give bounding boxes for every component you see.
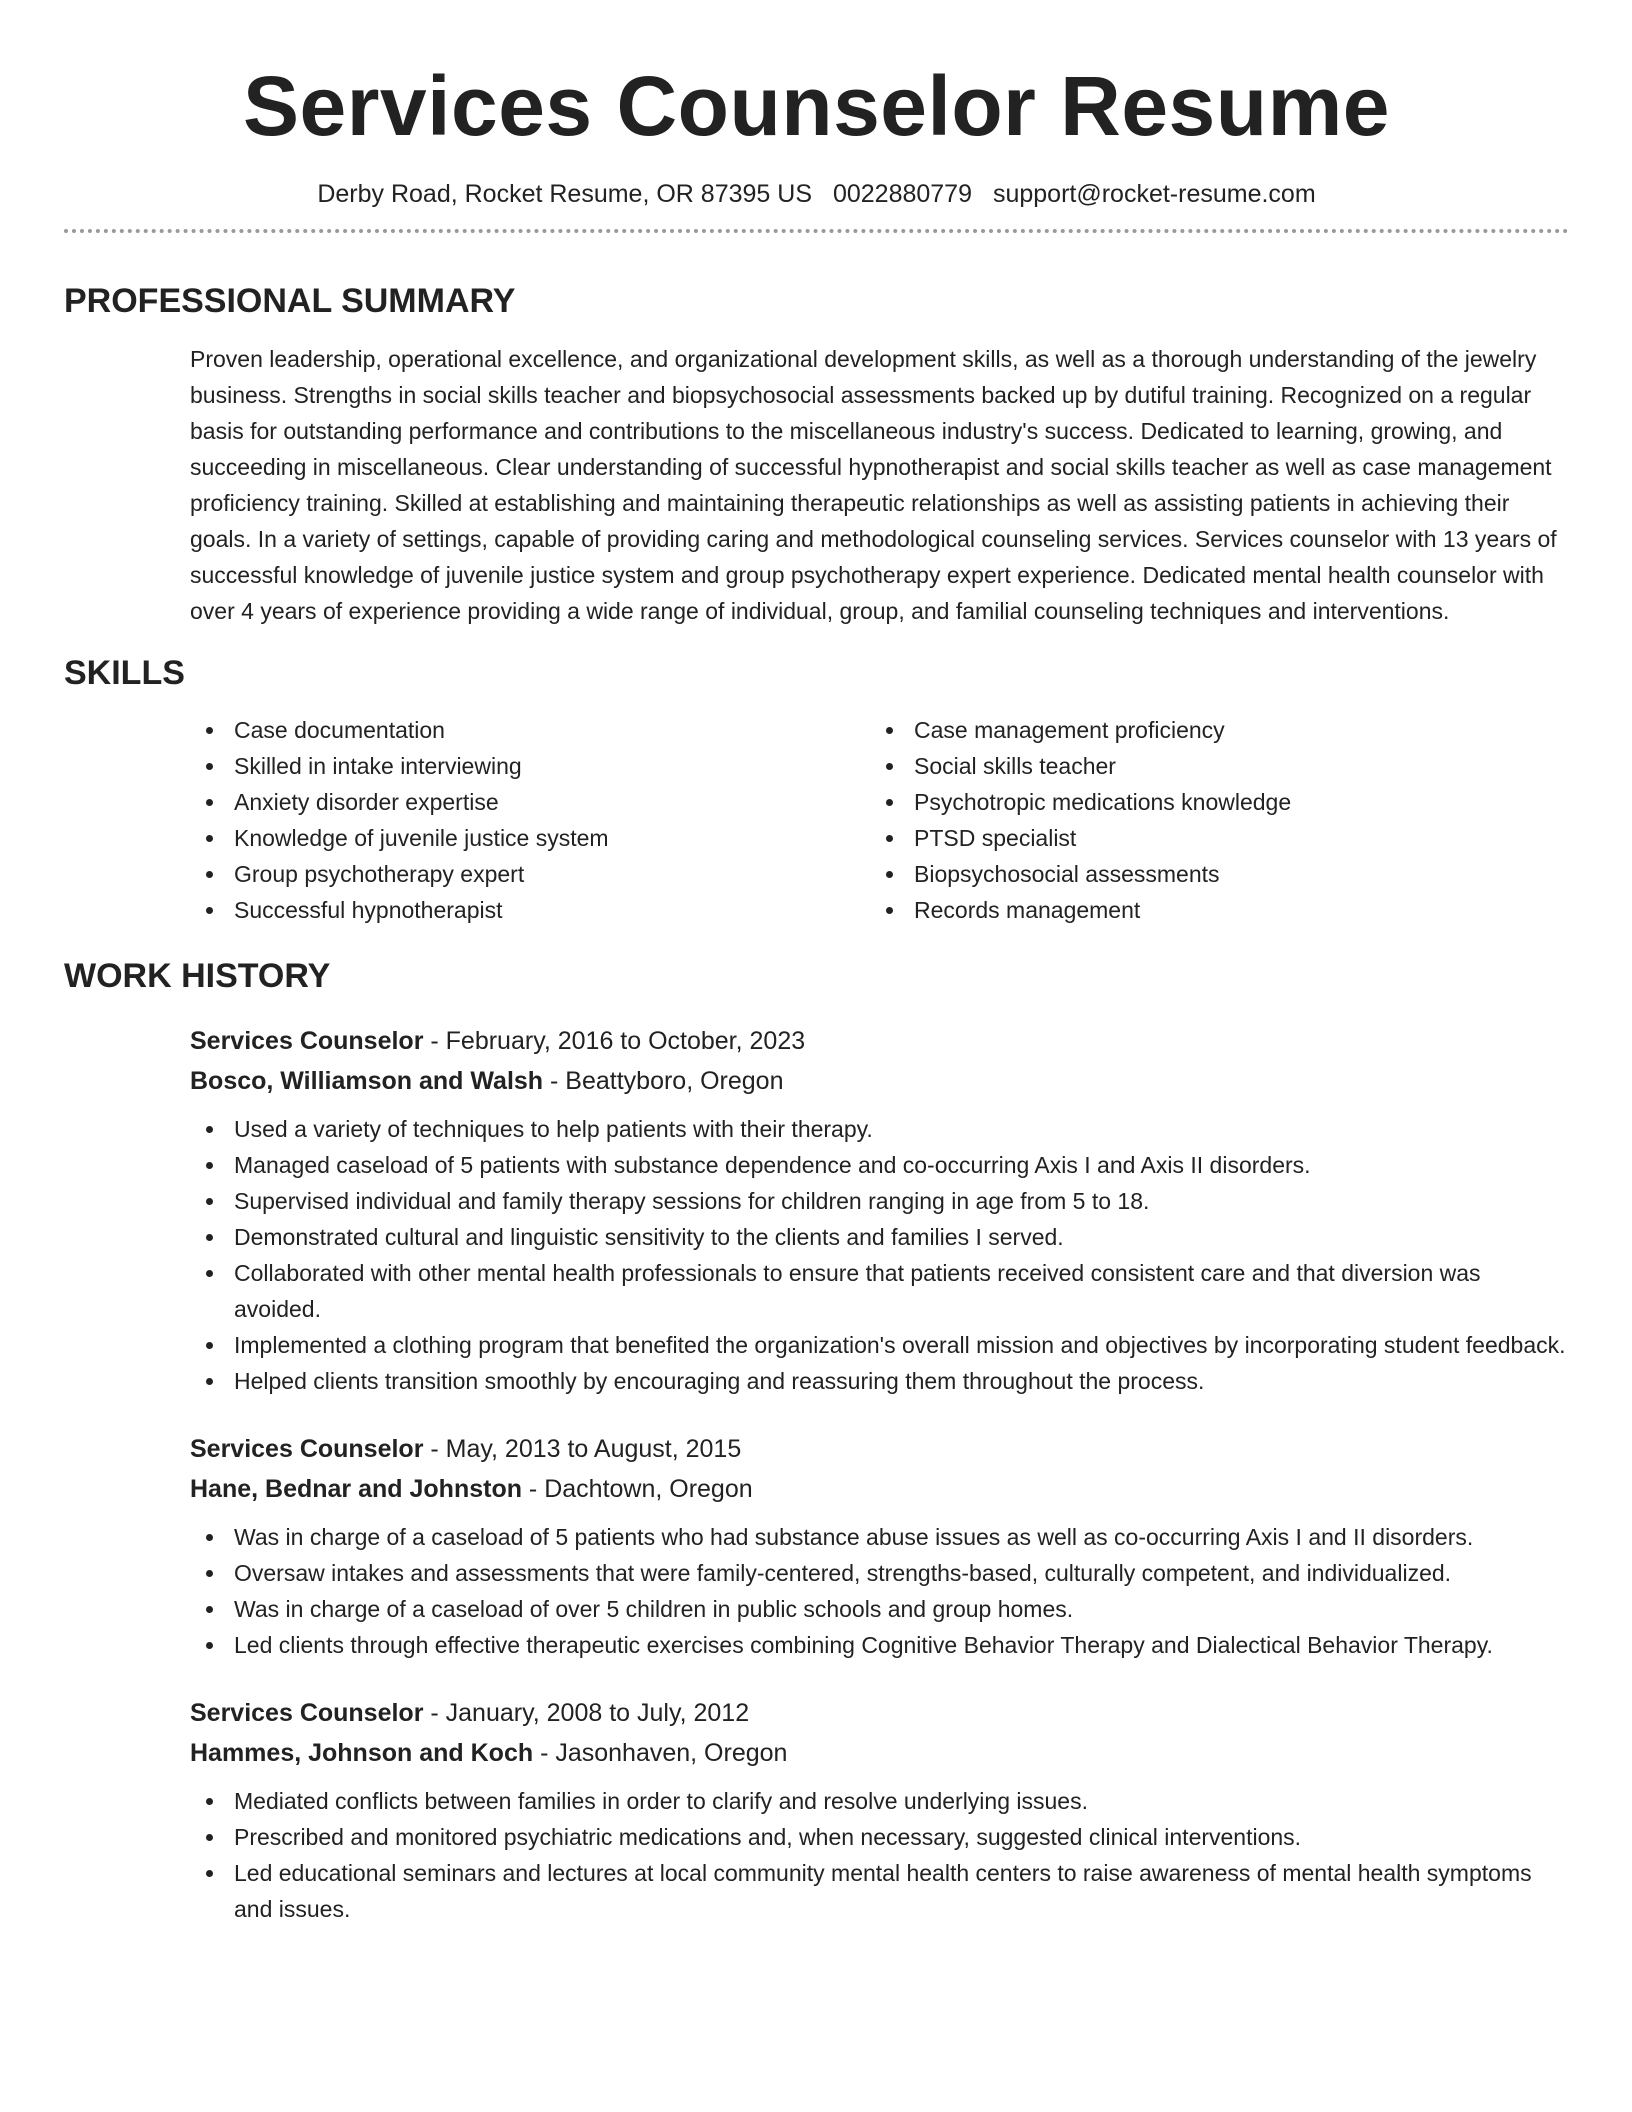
duty-item: Supervised individual and family therapy sessions for children ranging in age from 5 to 18. (190, 1183, 1569, 1219)
duty-item: Implemented a clothing program that benefited the organization's overall mission and objectives by incorporating student feedback. (190, 1327, 1569, 1363)
job-dates: - January, 2008 to July, 2012 (423, 1699, 750, 1727)
job-dates: - February, 2016 to October, 2023 (423, 1027, 806, 1055)
duty-item: Was in charge of a caseload of over 5 children in public schools and group homes. (190, 1591, 1569, 1627)
job-title-line (190, 1429, 1569, 1469)
duty-item: Used a variety of techniques to help patients with their therapy. (190, 1111, 1569, 1147)
job-company-line (190, 1733, 1569, 1773)
job-role: Services Counselor (190, 1435, 424, 1463)
duty-item: Helped clients transition smoothly by encouraging and reassuring them throughout the process. (190, 1363, 1569, 1399)
duty-item: Collaborated with other mental health professionals to ensure that patients received consistent care and that diversion was avoided. (190, 1255, 1569, 1327)
job-role: Services Counselor (190, 1027, 424, 1055)
job-entry (190, 1021, 1569, 1399)
duty-item: Mediated conflicts between families in order to clarify and resolve underlying issues. (190, 1783, 1569, 1819)
skill-item: Social skills teacher (870, 748, 1550, 784)
work-history-heading: WORK HISTORY (64, 957, 331, 995)
duty-item: Oversaw intakes and assessments that were family-centered, strengths-based, culturally competent, and individualized. (190, 1555, 1569, 1591)
job-location: - Dachtown, Oregon (521, 1475, 753, 1503)
skill-item: Anxiety disorder expertise (190, 784, 870, 820)
skill-item: Successful hypnotherapist (190, 892, 870, 928)
address-text: Derby Road, Rocket Resume, OR 87395 US (317, 180, 812, 208)
skill-item: Case management proficiency (870, 712, 1550, 748)
duty-item: Prescribed and monitored psychiatric medications and, when necessary, suggested clinical interventions. (190, 1819, 1569, 1855)
skills-heading: SKILLS (64, 654, 185, 692)
job-dates: - May, 2013 to August, 2015 (423, 1435, 742, 1463)
skill-item: Knowledge of juvenile justice system (190, 820, 870, 856)
duty-item: Managed caseload of 5 patients with substance dependence and co-occurring Axis I and Axis II disorders. (190, 1147, 1569, 1183)
job-title-line (190, 1693, 1569, 1733)
contact-line (64, 178, 1569, 210)
job-company-line (190, 1469, 1569, 1509)
email-text: support@rocket-resume.com (992, 180, 1316, 208)
resume-page (64, 0, 1569, 1927)
duty-item: Led educational seminars and lectures at local community mental health centers to raise awareness of mental health symptoms and issues. (190, 1855, 1569, 1927)
skill-item: Psychotropic medications knowledge (870, 784, 1550, 820)
job-duties (190, 1111, 1569, 1399)
phone-text: 0022880779 (832, 180, 972, 208)
skills-list (190, 712, 1569, 928)
skill-item: Biopsychosocial assessments (870, 856, 1550, 892)
skills-column-right (870, 712, 1550, 928)
duty-item: Demonstrated cultural and linguistic sensitivity to the clients and families I served. (190, 1219, 1569, 1255)
job-entry (190, 1429, 1569, 1663)
job-entry (190, 1693, 1569, 1927)
summary-heading: PROFESSIONAL SUMMARY (64, 282, 516, 320)
header-divider (64, 229, 1569, 233)
duty-item: Was in charge of a caseload of 5 patients who had substance abuse issues as well as co-occurring Axis I and II disorders. (190, 1519, 1569, 1555)
job-duties (190, 1783, 1569, 1927)
skill-item: PTSD specialist (870, 820, 1550, 856)
job-location: - Jasonhaven, Oregon (533, 1739, 788, 1767)
skill-item: Group psychotherapy expert (190, 856, 870, 892)
job-company: Hammes, Johnson and Koch (190, 1739, 534, 1767)
job-company: Hane, Bednar and Johnston (190, 1475, 522, 1503)
summary-text: Proven leadership, operational excellence, and organizational development skills, as well as a thorough understanding of the jewelry business. Strengths in social skills teacher and biopsychosocial assessments backed up by dutiful training. Recognized on a regular basis for outstanding performance and contributions to the miscellaneous industry's success. Dedicated to learning, growing, and succeeding in miscellaneous. Clear understanding of successful hypnotherapist and social skills teacher as well as case management proficiency training. Skilled at establishing and maintaining therapeutic relationships as well as assisting patients in achieving their goals. In a variety of settings, capable of providing caring and methodological counseling services. Services counselor with 13 years of successful knowledge of juvenile justice system and group psychotherapy expert experience. Dedicated mental health counselor with over 4 years of experience providing a wide range of individual, group, and familial counseling techniques and interventions. (190, 346, 1557, 624)
skill-item: Records management (870, 892, 1550, 928)
job-company: Bosco, Williamson and Walsh (190, 1067, 544, 1095)
job-company-line (190, 1061, 1569, 1101)
job-title-line (190, 1021, 1569, 1061)
resume-title: Services Counselor Resume (243, 59, 1390, 153)
duty-item: Led clients through effective therapeutic exercises combining Cognitive Behavior Therapy and Dialectical Behavior Therapy. (190, 1627, 1569, 1663)
skill-item: Skilled in intake interviewing (190, 748, 870, 784)
job-role: Services Counselor (190, 1699, 424, 1727)
skill-item: Case documentation (190, 712, 870, 748)
job-location: - Beattyboro, Oregon (543, 1067, 784, 1095)
skills-column-left (190, 712, 870, 928)
job-duties (190, 1519, 1569, 1663)
